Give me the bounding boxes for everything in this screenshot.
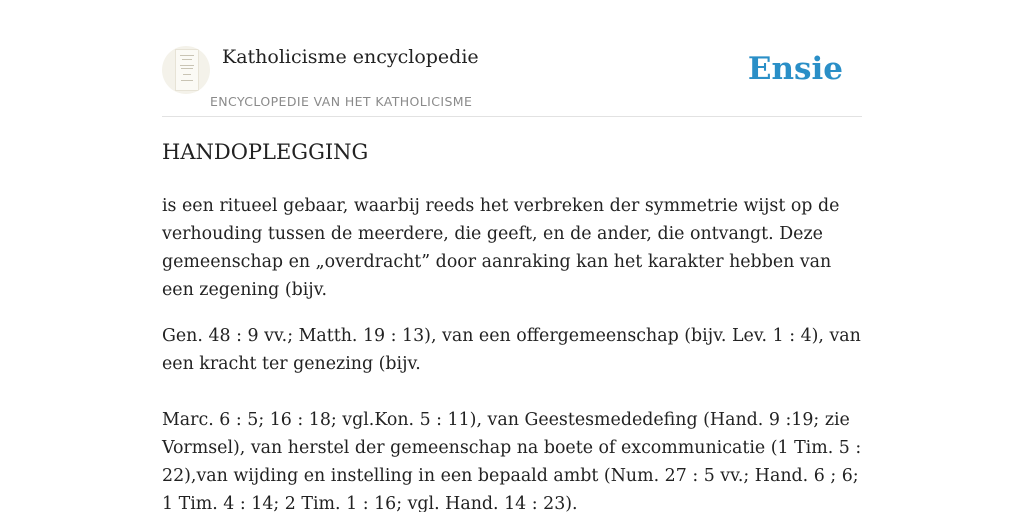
book-cover-icon bbox=[175, 49, 199, 91]
article-title: HANDOPLEGGING bbox=[162, 140, 369, 164]
article-body bbox=[162, 192, 862, 512]
article-paragraph: Gen. 48 : 9 vv.; Matth. 19 : 13), van een offergemeenschap (bijv. Lev. 1 : 4), van een kracht ter genezing (bijv. bbox=[162, 326, 861, 374]
site-subtitle: ENCYCLOPEDIE VAN HET KATHOLICISME bbox=[210, 94, 473, 109]
site-header bbox=[162, 44, 862, 117]
ensie-brand-link[interactable]: Ensie bbox=[747, 51, 843, 87]
article-paragraph: is een ritueel gebaar, waarbij reeds het verbreken der symmetrie wijst op de verhouding tussen de meerdere, die geeft, en de ander, die ontvangt. Deze gemeenschap en „overdracht” door aanraking kan het karakter hebben van een zegening (bijv. bbox=[162, 196, 840, 300]
site-title-link[interactable]: Katholicisme encyclopedie bbox=[222, 46, 479, 68]
encyclopedia-logo[interactable] bbox=[162, 46, 210, 94]
article-paragraph: Marc. 6 : 5; 16 : 18; vgl.Kon. 5 : 11), van Geestesmededefing (Hand. 9 :19; zie Vormsel), van herstel der gemeenschap na boete of excommunicatie (1 Tim. 5 : 22),van wijding en instelling in een bepaald ambt (Num. 27 : 5 vv.; Hand. 6 ; 6; 1 Tim. 4 : 14; 2 Tim. 1 : 16; vgl. Hand. 14 : 23). bbox=[162, 410, 862, 512]
